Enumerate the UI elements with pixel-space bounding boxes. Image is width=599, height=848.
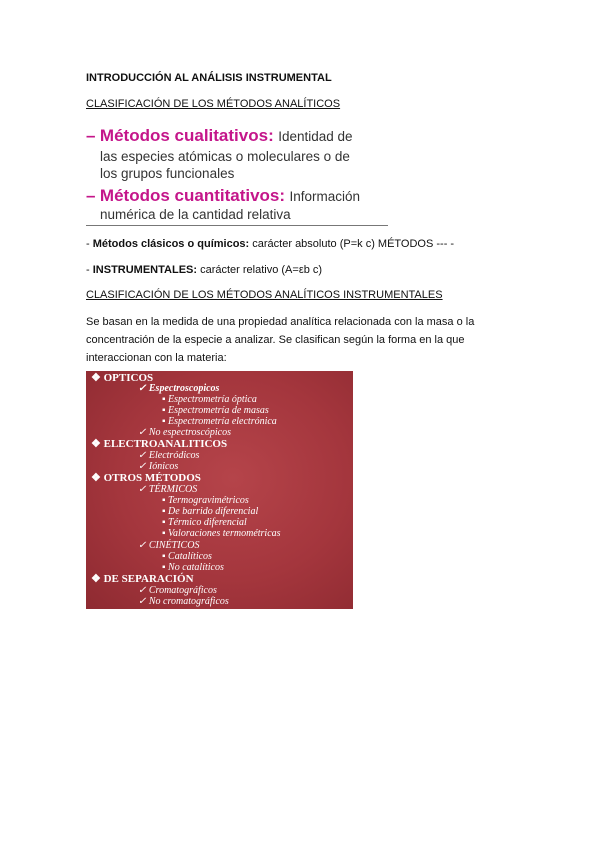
classic-methods-line: [86, 238, 454, 250]
qualitative-quantitative-figure: [86, 124, 388, 226]
subcategory-no-espectroscopicos: ✓ No espectroscópicos: [138, 427, 231, 438]
quantitative-heading: Métodos cuantitativos:: [99, 186, 286, 205]
bullet-dash: -: [86, 238, 93, 250]
category-otros-metodos: ❖ OTROS MÉTODOS: [91, 472, 201, 484]
page-title: INTRODUCCIÓN AL ANÁLISIS INSTRUMENTAL: [86, 72, 332, 84]
category-de-separacion: ❖ DE SEPARACIÓN: [91, 573, 194, 585]
subcategory-cineticos: ✓ CINÉTICOS: [138, 540, 200, 551]
qualitative-desc-a: Identidad de: [278, 129, 353, 144]
classic-methods-label: Métodos clásicos o químicos:: [92, 238, 250, 250]
qualitative-heading: Métodos cualitativos:: [99, 126, 274, 145]
instrumental-classification-figure: [86, 371, 353, 609]
method-termogravimetricos: ▪ Termogravimétricos: [162, 495, 249, 506]
method-barrido-diferencial: ▪ De barrido diferencial: [162, 506, 259, 517]
intro-paragraph: Se basan en la medida de una propiedad analítica relacionada con la masa o la concentración de la especie a analizar. Se clasifican según la forma en la que interaccionan con la materia:: [86, 316, 475, 364]
qualitative-desc-b: las especies atómicas o moleculares o de: [100, 149, 350, 164]
bullet-dash: -: [86, 264, 93, 276]
method-termico-diferencial: ▪ Térmico diferencial: [162, 517, 247, 528]
instrumental-text: carácter relativo (A=εb c): [197, 264, 323, 276]
category-electroanaliticos: ❖ ELECTROANALITICOS: [91, 438, 228, 450]
subcategory-termicos: ✓ TÉRMICOS: [138, 484, 198, 495]
classic-methods-text: carácter absoluto (P=k c) MÉTODOS --- -: [249, 238, 455, 250]
quantitative-desc-a: Información: [289, 189, 361, 204]
quantitative-desc-b: numérica de la cantidad relativa: [100, 207, 291, 222]
subcategory-no-cromatograficos: ✓ No cromatográficos: [138, 596, 229, 607]
dash-marker: –: [86, 186, 96, 205]
subcategory-cromatograficos: ✓ Cromatográficos: [138, 585, 217, 596]
method-no-cataliticos: ▪ No catalíticos: [162, 562, 224, 573]
instrumental-label: INSTRUMENTALES:: [92, 264, 198, 276]
method-valoraciones-termometricas: ▪ Valoraciones termométricas: [162, 528, 281, 539]
method-espectrometria-masas: ▪ Espectrometría de masas: [162, 405, 269, 416]
qualitative-desc-c: los grupos funcionales: [100, 166, 235, 181]
section-heading-instrumental: CLASIFICACIÓN DE LOS MÉTODOS ANALÍTICOS INSTRUMENTALES: [86, 289, 443, 301]
dash-marker: –: [86, 126, 96, 145]
method-espectrometria-electronica: ▪ Espectrometría electrónica: [162, 416, 277, 427]
subcategory-espectroscopicos: ✓ Espectroscopicos: [138, 383, 220, 394]
instrumental-methods-line: [86, 264, 322, 276]
method-cataliticos: ▪ Catalíticos: [162, 551, 212, 562]
section-heading-classification: CLASIFICACIÓN DE LOS MÉTODOS ANALÍTICOS: [86, 98, 341, 110]
subcategory-ionicos: ✓ Iónicos: [138, 461, 179, 472]
method-espectrometria-optica: ▪ Espectrometría óptica: [162, 394, 257, 405]
category-opticos: ❖ OPTICOS: [91, 372, 154, 384]
figure-underline: [86, 225, 388, 226]
subcategory-electrodicos: ✓ Electródicos: [138, 450, 200, 461]
